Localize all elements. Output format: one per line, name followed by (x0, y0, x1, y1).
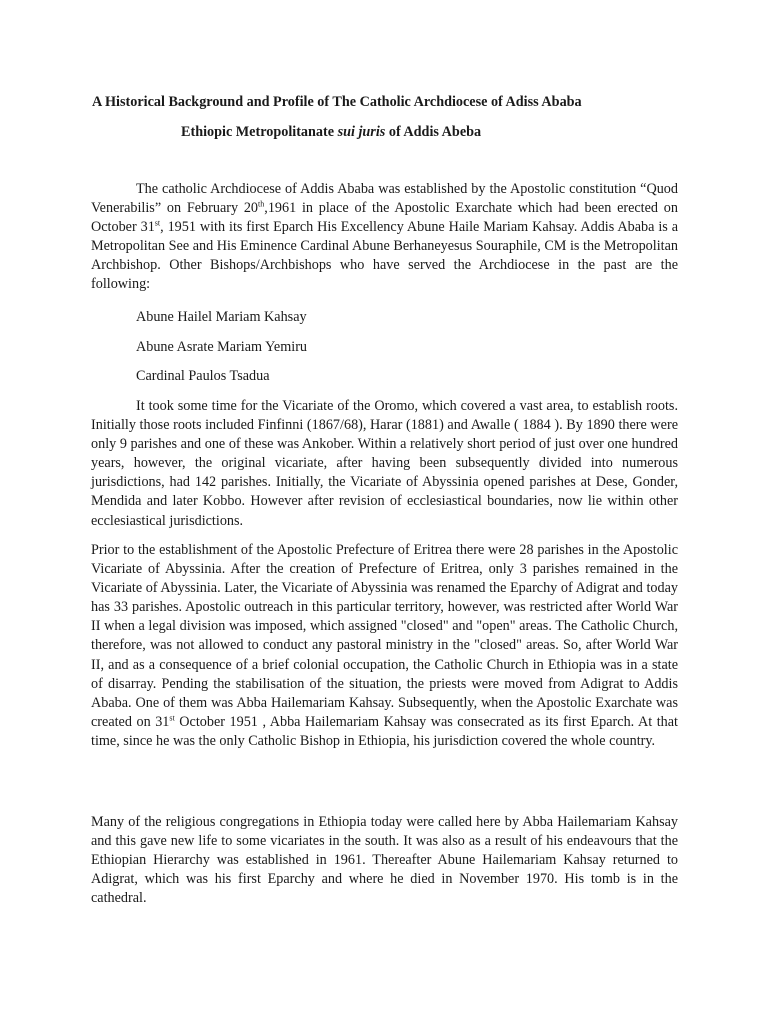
bishop-list-item: Abune Asrate Mariam Yemiru (136, 339, 308, 355)
superscript-st: st (169, 713, 175, 723)
paragraph-3 (91, 541, 678, 751)
paragraph-3-part-a: Prior to the establishment of the Apostolic Prefecture of Eritrea there were 28 parishes in the Apostolic Vicariate of Abyssinia. After the creation of Prefecture of Eritrea, only 3 parishes remained in the Vicariate of Abyssinia. Later, the Vicariate of Abyssinia was renamed the Eparchy of Adigrat and today has 33 parishes. Apostolic outreach in this particular territory, however, was restricted after World War II when a legal division was imposed, which assigned "closed" and "open" areas. The Catholic Church, therefore, was not allowed to conduct any pastoral ministry in the "closed" areas. So, after World War II, and as a consequence of a brief colonial occupation, the Catholic Church in Ethiopia was in a state of disarray. Pending the stabilisation of the situation, the priests were moved from Adigrat to Addis Ababa. One of them was Abba Hailemariam Kahsay. Subsequently, when the Apostolic Exarchate was created on 31 (91, 542, 678, 730)
paragraph-4: Many of the religious congregations in Ethiopia today were called here by Abba Hailemariam Kahsay and this gave new life to some vicariates in the south. It was also as a result of his endeavours that the Ethiopian Hierarchy was established in 1961. Thereafter Abune Hailemariam Kahsay returned to Adigrat, which was his first Eparchy and where he died in November 1970. His tomb is in the cathedral. (91, 814, 678, 907)
document-subtitle (181, 124, 481, 141)
paragraph-1-part-b: ,1961 in place of the Apostolic Exarchate which had been erected on October 31 (91, 200, 678, 236)
subtitle-text-end: of Addis Abeba (385, 124, 482, 140)
subtitle-italic: sui juris (337, 124, 386, 140)
bishop-list-item: Abune Hailel Mariam Kahsay (136, 309, 307, 325)
paragraph-3-part-b: October 1951 , Abba Hailemariam Kahsay was consecrated as its first Eparch. At that time, since he was the only Catholic Bishop in Ethiopia, his jurisdiction covered the whole country. (91, 713, 678, 749)
document-title: A Historical Background and Profile of The Catholic Archdiocese of Adiss Ababa (92, 94, 582, 110)
paragraph-1 (91, 180, 678, 295)
subtitle-text-start: Ethiopic Metropolitanate (181, 124, 338, 140)
paragraph-1-part-c: , 1951 with its first Eparch His Excellency Abune Haile Mariam Kahsay. Addis Ababa is a Metropolitan See and His Eminence Cardinal Abune Berhaneyesus Souraphile, CM is the Metropolitan Archbishop. Other Bishops/Archbishops who have served the Archdiocese in the past are the following: (91, 219, 678, 293)
paragraph-2: It took some time for the Vicariate of the Oromo, which covered a vast area, to establish roots. Initially those roots included Finfinni (1867/68), Harar (1881) and Awalle ( 1884 ). By 1890 there were only 9 parishes and one of these was Ankober. Within a relatively short period of just over one hundred years, however, the original vicariate, after having been subsequently divided into numerous jurisdictions, had 142 parishes. Initially, the Vicariate of Abyssinia opened parishes at Dese, Gonder, Mendida and later Kobbo. However after revision of ecclesiastical boundaries, now lie within other ecclesiastical jurisdictions. (91, 398, 678, 529)
superscript-th: th (258, 199, 265, 209)
bishop-list-item: Cardinal Paulos Tsadua (136, 368, 270, 384)
paragraph-1-part-a: The catholic Archdiocese of Addis Ababa was established by the Apostolic constitution “Quod Venerabilis” on February 20 (91, 181, 678, 217)
superscript-st: st (154, 218, 161, 228)
